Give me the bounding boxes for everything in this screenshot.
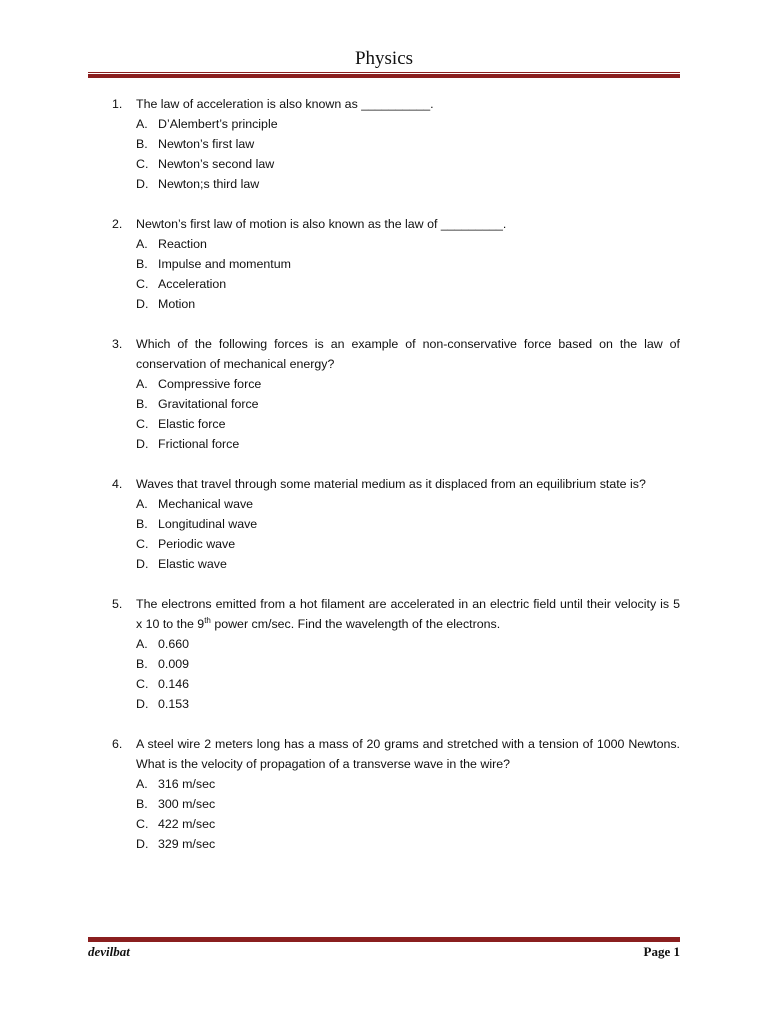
question-number: 2. [112, 217, 123, 231]
option-c [136, 414, 680, 434]
question-4 [112, 474, 680, 574]
option-d [136, 554, 680, 574]
option-d [136, 694, 680, 714]
option-text: Longitudinal wave [158, 517, 258, 531]
option-b [136, 654, 680, 674]
question-1 [112, 94, 680, 194]
superscript-suffix: th [204, 615, 211, 625]
option-text: 0.660 [158, 637, 190, 651]
option-letter: A. [136, 777, 148, 791]
option-a [136, 774, 680, 794]
option-text: 0.009 [158, 657, 190, 671]
option-letter: A. [136, 117, 148, 131]
option-a [136, 634, 680, 654]
option-letter: B. [136, 137, 148, 151]
option-letter: D. [136, 297, 149, 311]
option-c [136, 154, 680, 174]
question-number: 4. [112, 477, 123, 491]
option-text: Mechanical wave [158, 497, 254, 511]
option-text: Newton;s third law [158, 177, 260, 191]
option-a [136, 234, 680, 254]
question-text-part: The electrons emitted from a hot filament are accelerated in an electric field until their velocity is 5 x 10 to the 9 [136, 597, 680, 631]
question-3 [112, 334, 680, 454]
option-b [136, 514, 680, 534]
option-d [136, 294, 680, 314]
option-letter: B. [136, 517, 148, 531]
option-letter: B. [136, 397, 148, 411]
option-letter: C. [136, 277, 149, 291]
option-text: Impulse and momentum [158, 257, 291, 271]
option-text: 329 m/sec [158, 837, 216, 851]
option-text: Motion [158, 297, 196, 311]
option-letter: A. [136, 377, 148, 391]
option-a [136, 374, 680, 394]
option-d [136, 174, 680, 194]
question-text [136, 594, 680, 634]
question-text: The law of acceleration is also known as __________. [136, 97, 434, 111]
option-c [136, 534, 680, 554]
option-letter: D. [136, 697, 149, 711]
option-letter: D. [136, 557, 149, 571]
question-number: 1. [112, 97, 123, 111]
option-letter: A. [136, 237, 148, 251]
option-text: Newton’s second law [158, 157, 275, 171]
option-text: Elastic force [158, 417, 226, 431]
question-number: 5. [112, 597, 123, 611]
question-number: 3. [112, 337, 123, 351]
option-letter: B. [136, 257, 148, 271]
option-text: D’Alembert’s principle [158, 117, 278, 131]
option-b [136, 794, 680, 814]
header-divider [88, 72, 680, 78]
option-a [136, 114, 680, 134]
question-6 [112, 734, 680, 854]
footer-author: devilbat [88, 944, 130, 959]
option-text: 422 m/sec [158, 817, 216, 831]
question-2 [112, 214, 680, 314]
question-text: Which of the following forces is an example of non-conservative force based on the law of conservation of mechanical energy? [136, 337, 680, 371]
option-letter: B. [136, 657, 148, 671]
option-text: Elastic wave [158, 557, 227, 571]
question-text: Newton’s first law of motion is also known as the law of _________. [136, 217, 507, 231]
question-5 [112, 594, 680, 714]
option-text: 0.146 [158, 677, 190, 691]
option-d [136, 434, 680, 454]
question-text-part: power cm/sec. Find the wavelength of the electrons. [210, 617, 501, 631]
option-text: 0.153 [158, 697, 190, 711]
option-text: Compressive force [158, 377, 262, 391]
option-text: Periodic wave [158, 537, 236, 551]
footer-divider [88, 936, 680, 942]
option-letter: C. [136, 677, 149, 691]
option-text: 316 m/sec [158, 777, 216, 791]
question-number: 6. [112, 737, 123, 751]
question-list [112, 94, 680, 874]
option-letter: C. [136, 537, 149, 551]
option-letter: C. [136, 817, 149, 831]
option-c [136, 674, 680, 694]
option-text: Acceleration [158, 277, 227, 291]
option-text: Newton’s first law [158, 137, 255, 151]
page-title: Physics [354, 48, 414, 69]
option-letter: D. [136, 837, 149, 851]
option-letter: A. [136, 637, 148, 651]
page-number: Page 1 [643, 944, 680, 959]
option-letter: B. [136, 797, 148, 811]
option-letter: A. [136, 497, 148, 511]
option-c [136, 814, 680, 834]
option-d [136, 834, 680, 854]
option-text: 300 m/sec [158, 797, 216, 811]
option-c [136, 274, 680, 294]
option-text: Gravitational force [158, 397, 259, 411]
option-letter: D. [136, 437, 149, 451]
option-b [136, 394, 680, 414]
question-text: A steel wire 2 meters long has a mass of 20 grams and stretched with a tension of 1000 Newtons. What is the velocity of propagation of a transverse wave in the wire? [136, 737, 680, 771]
option-b [136, 254, 680, 274]
option-letter: D. [136, 177, 149, 191]
question-text: Waves that travel through some material medium as it displaced from an equilibrium state is? [136, 477, 646, 491]
option-a [136, 494, 680, 514]
option-letter: C. [136, 157, 149, 171]
option-text: Reaction [158, 237, 207, 251]
option-letter: C. [136, 417, 149, 431]
option-text: Frictional force [158, 437, 240, 451]
option-b [136, 134, 680, 154]
